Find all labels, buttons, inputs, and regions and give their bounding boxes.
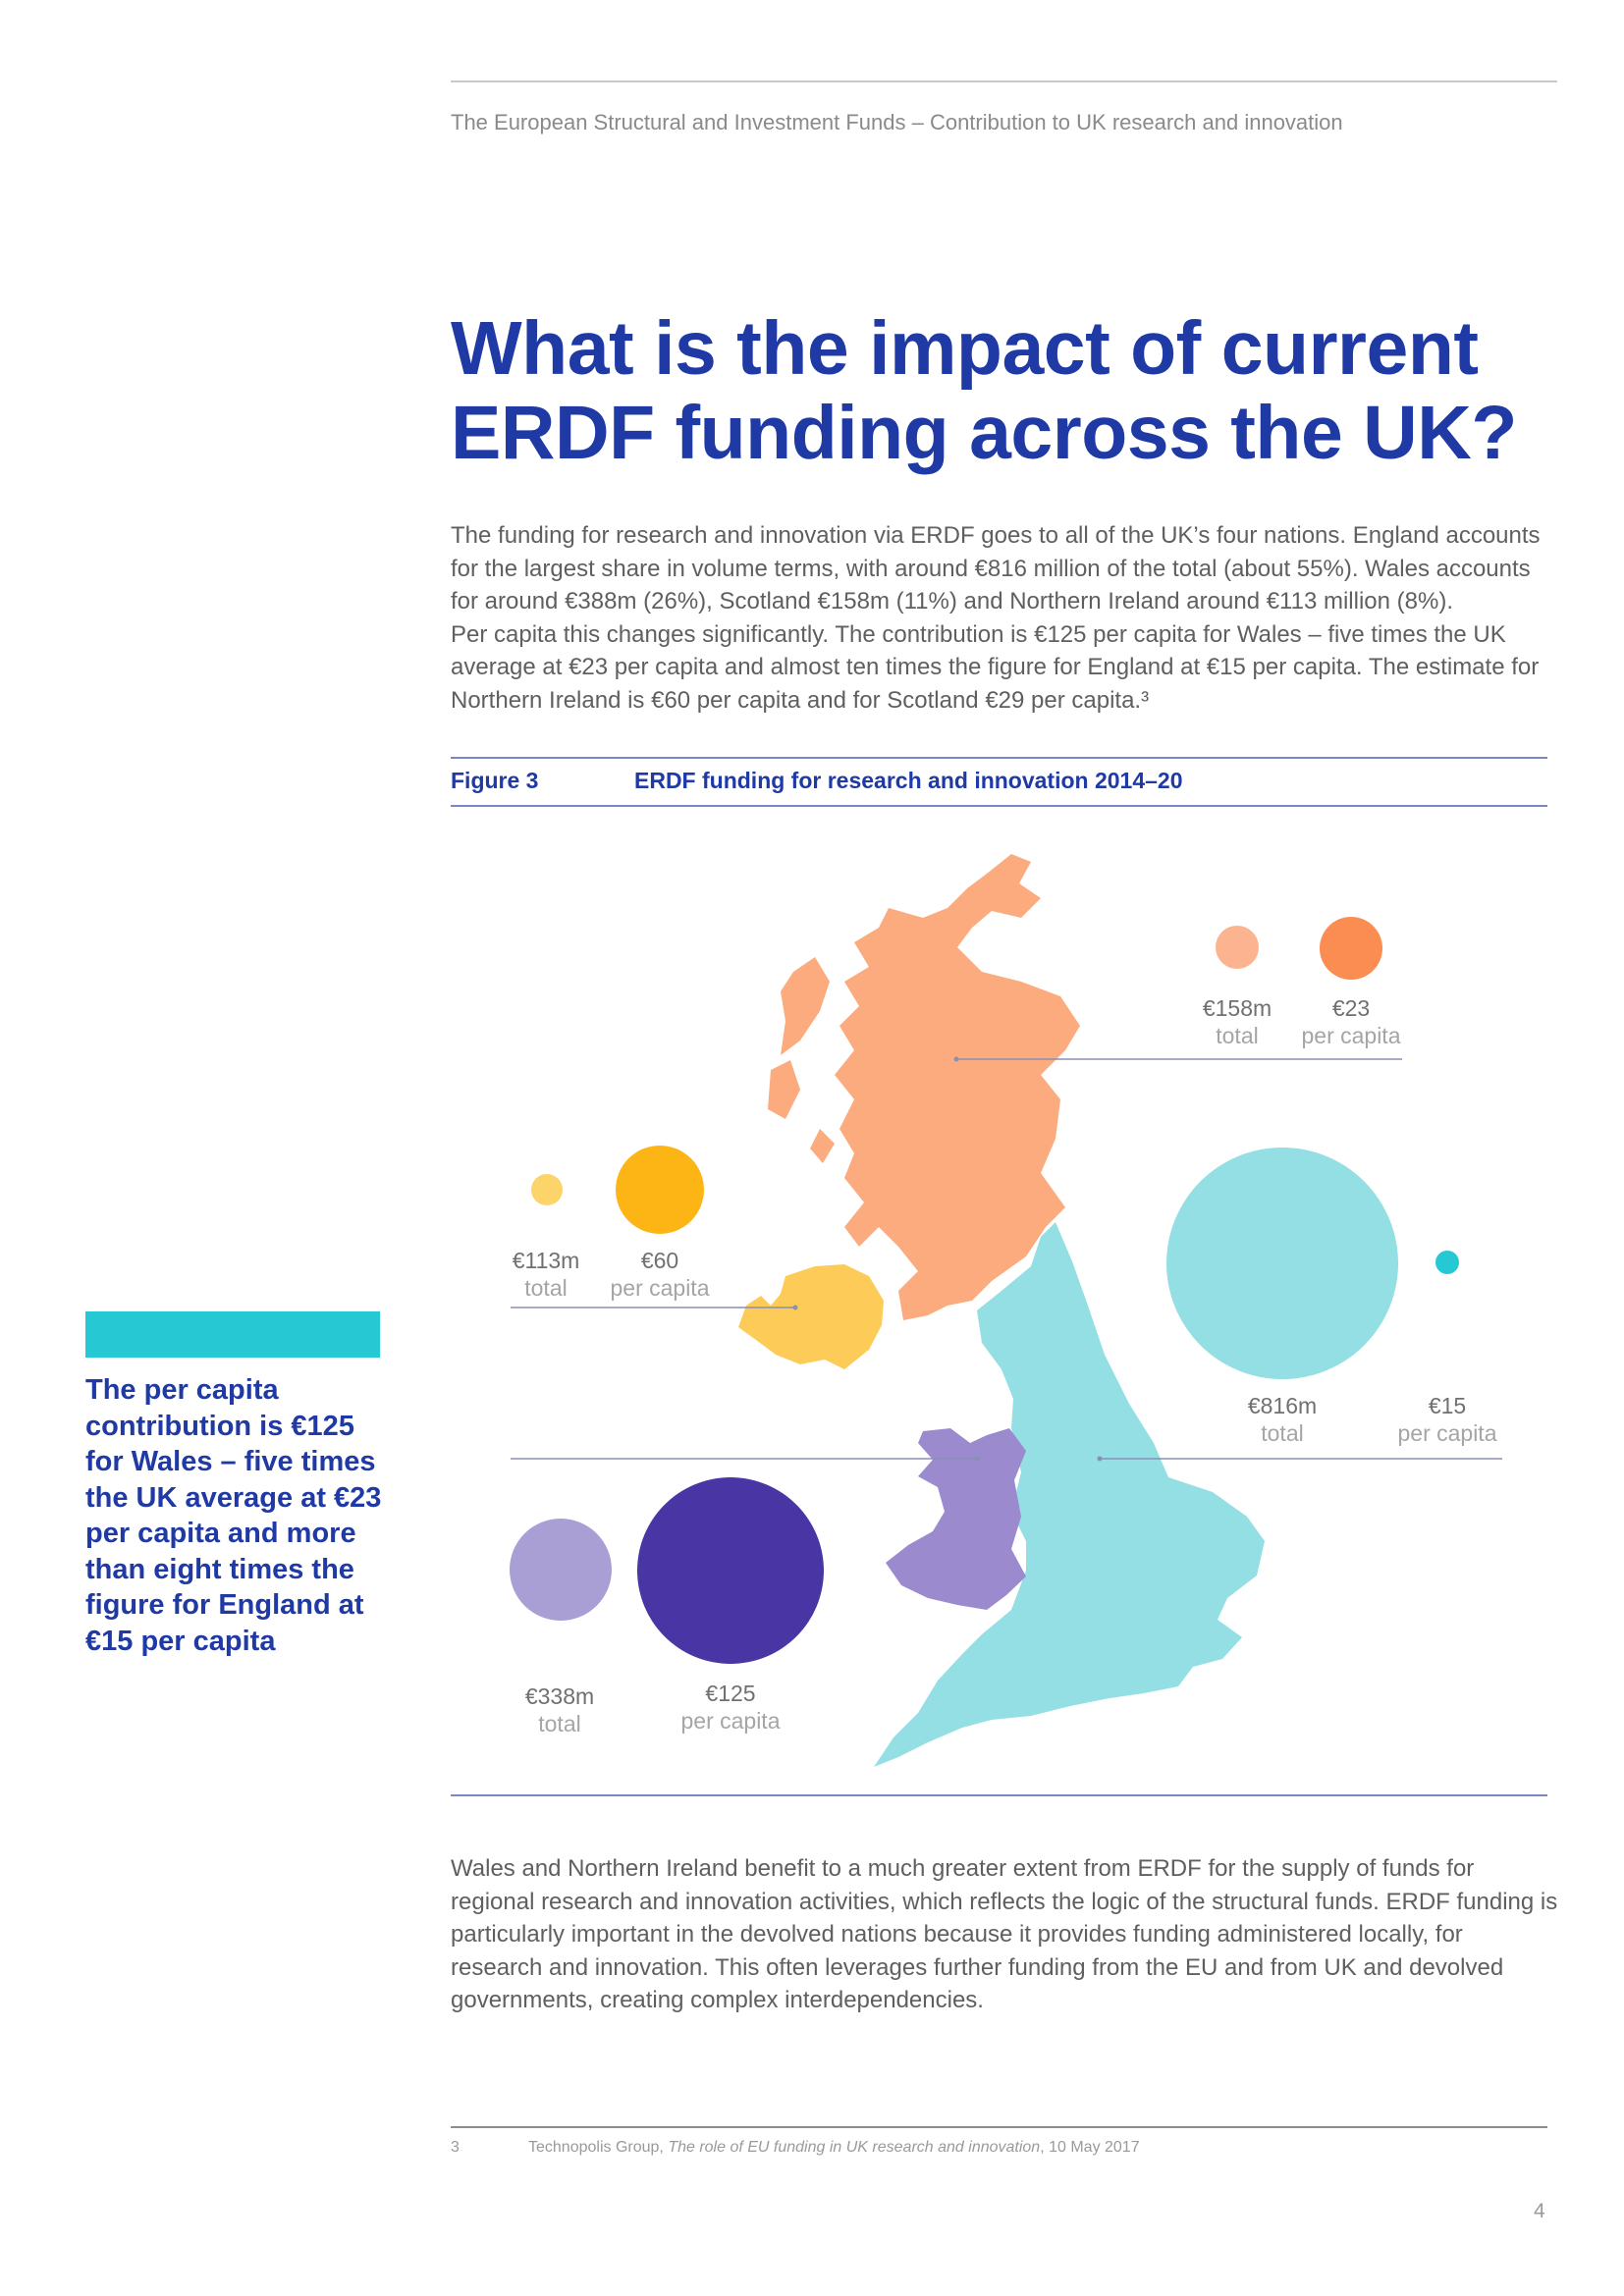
scotland-leader-dot <box>954 1057 959 1062</box>
figure-bottom-rule <box>451 1794 1547 1796</box>
footnote-number: 3 <box>451 2139 460 2156</box>
page-title: What is the impact of current ERDF funding across the UK? <box>451 306 1517 475</box>
figure-label: Figure 3 <box>451 768 539 793</box>
northern-ireland-per-capita-label: per capita <box>610 1275 710 1301</box>
northern-ireland-per-capita-value: €60 <box>640 1248 679 1273</box>
intro-paragraph-2: Per capita this changes significantly. The contribution is €125 per capita for Wales – five times the UK average at €23 per capita and almost ten times the figure for England at €15 per capita. The estimate for Northern Ireland is €60 per capita and for Scotland €29 per capita.³ <box>451 620 1540 714</box>
northern-ireland-total-value: €113m <box>512 1248 580 1273</box>
scotland-per-capita-value: €23 <box>1331 995 1371 1021</box>
england-total-bubble <box>1166 1148 1398 1379</box>
northern-ireland-leader-dot <box>793 1306 798 1310</box>
wales-total-label: total <box>538 1711 581 1736</box>
wales-per-capita-value: €125 <box>705 1681 756 1706</box>
northern-ireland-total-label: total <box>524 1275 568 1301</box>
footnote-rule <box>451 2126 1547 2128</box>
scotland-per-capita-label: per capita <box>1301 1023 1401 1048</box>
footnote-date: , 10 May 2017 <box>1040 2139 1140 2156</box>
scotland-total-bubble <box>1216 926 1259 969</box>
scotland-total-value: €158m <box>1202 995 1272 1021</box>
intro-paragraph-1: The funding for research and innovation via ERDF goes to all of the UK’s four nations. England accounts for the largest share in volume terms, with around €816 million of the total (about 55%). Wales accounts for around €388m (26%), Scotland €158m (11%) and Northern Ireland around €113 million (8%). <box>451 522 1541 614</box>
wales-per-capita-label: per capita <box>680 1708 781 1734</box>
scotland-total-label: total <box>1216 1023 1259 1048</box>
northern-ireland-per-capita-bubble <box>616 1146 704 1234</box>
body-paragraph: Wales and Northern Ireland benefit to a much greater extent from ERDF for the supply of funds for regional research and innovation activities, which reflects the logic of the structural funds. ERDF funding is particularly important in the devolved nations because it provides funding administered locally, for research and innovation. This often leverages further funding from the EU and from UK and devolved governments, creating complex interdependencies. <box>451 1855 1558 2013</box>
england-total-value: €816m <box>1247 1393 1318 1418</box>
wales-map-shape <box>886 1428 1026 1610</box>
england-per-capita-label: per capita <box>1397 1420 1497 1446</box>
northern-ireland-map-shape <box>738 1264 884 1369</box>
running-title: The European Structural and Investment Funds – Contribution to UK research and innovation <box>451 110 1343 134</box>
northern-ireland-total-bubble <box>531 1174 563 1205</box>
pullquote: The per capita contribution is €125 for Wales – five times the UK average at €23 per capita and more than eight times the figure for England at €15 per capita <box>85 1374 382 1657</box>
footnote-author: Technopolis Group, <box>528 2139 664 2156</box>
england-per-capita-bubble <box>1435 1251 1459 1274</box>
wales-total-value: €338m <box>524 1683 595 1709</box>
footnote-work-title: The role of EU funding in UK research and innovation <box>668 2139 1041 2156</box>
england-total-label: total <box>1261 1420 1304 1446</box>
figure-caption: ERDF funding for research and innovation 2014–20 <box>634 768 1183 793</box>
scotland-per-capita-bubble <box>1320 917 1382 980</box>
wales-total-bubble <box>510 1519 612 1621</box>
wales-leader-dot <box>975 1457 980 1462</box>
footnote-text <box>528 2139 1140 2157</box>
scotland-map-shape <box>768 854 1080 1320</box>
page-number: 4 <box>1534 2200 1545 2222</box>
england-per-capita-value: €15 <box>1428 1393 1467 1418</box>
england-leader-dot <box>1098 1457 1103 1462</box>
wales-per-capita-bubble <box>637 1477 824 1664</box>
pullquote-accent-bar <box>85 1311 380 1358</box>
